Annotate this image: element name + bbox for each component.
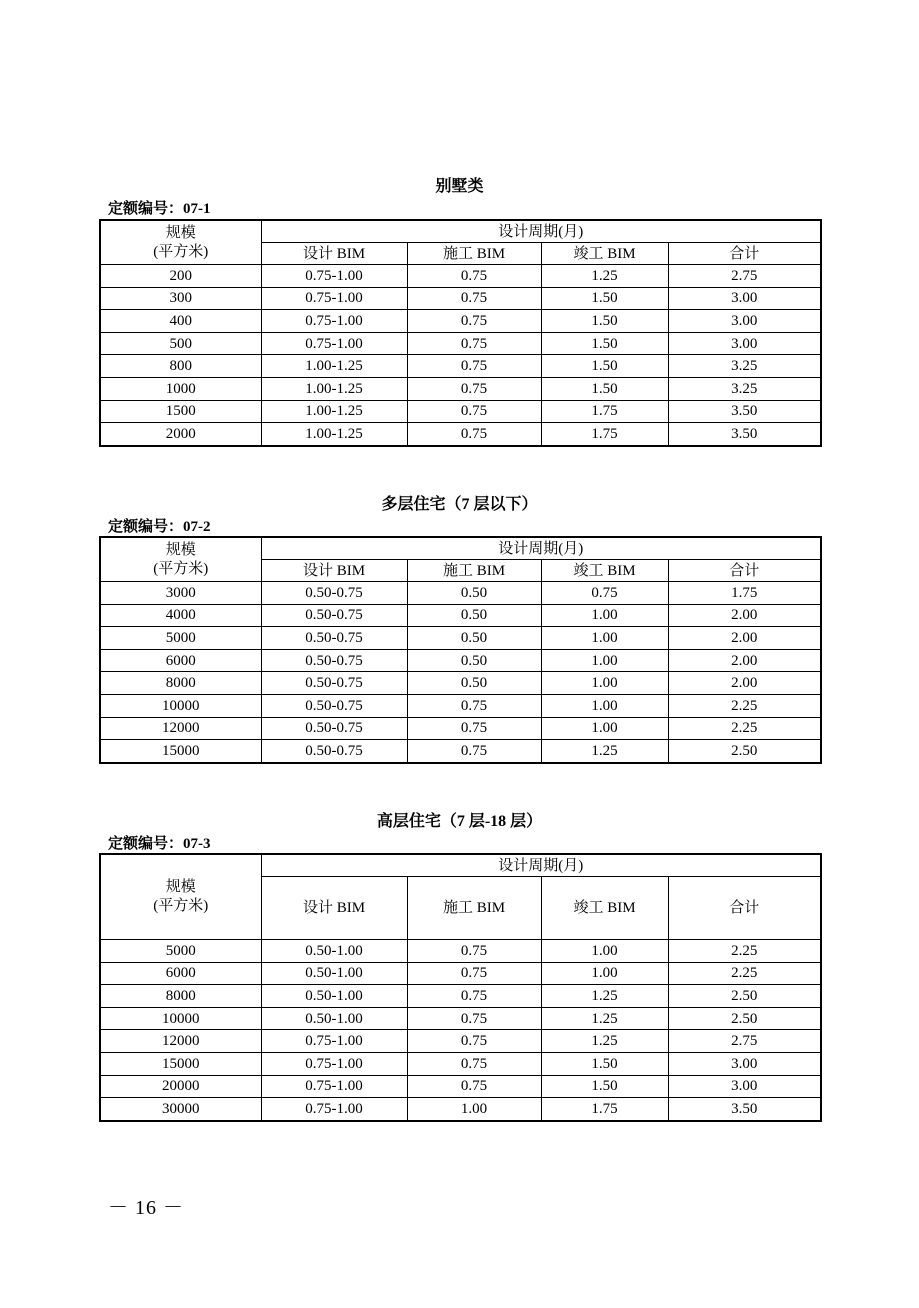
cell-construction-bim: 0.50: [407, 627, 541, 650]
cell-completion-bim: 1.75: [541, 1098, 668, 1121]
table-row: [100, 1098, 821, 1121]
cell-construction-bim: 0.75: [407, 940, 541, 963]
cell-total: 2.50: [668, 985, 821, 1008]
cell-completion-bim: 1.50: [541, 1075, 668, 1098]
cell-scale: 5000: [100, 940, 261, 963]
cell-construction-bim: 0.75: [407, 377, 541, 400]
scale-header-label: 规模: [165, 541, 196, 558]
cell-completion-bim: 1.50: [541, 355, 668, 378]
cell-completion-bim: 1.00: [541, 940, 668, 963]
cell-total: 3.25: [668, 355, 821, 378]
cell-scale: 2000: [100, 423, 261, 446]
cell-construction-bim: 0.75: [407, 694, 541, 717]
section-title-villa: 别墅类: [435, 178, 484, 195]
cell-scale: 400: [100, 310, 261, 333]
scale-header-unit: (平方米): [153, 560, 209, 577]
cell-scale: 10000: [100, 1007, 261, 1030]
cell-construction-bim: 1.00: [407, 1098, 541, 1121]
cell-construction-bim: 0.75: [407, 1007, 541, 1030]
cell-total: 2.00: [668, 604, 821, 627]
cell-scale: 8000: [100, 985, 261, 1008]
cell-construction-bim: 0.75: [407, 287, 541, 310]
cell-total: 3.50: [668, 1098, 821, 1121]
cell-scale: 12000: [100, 1030, 261, 1053]
header-row-period: [100, 537, 821, 560]
cell-total: 2.50: [668, 1007, 821, 1030]
cell-design-bim: 0.50-0.75: [261, 627, 407, 650]
highrise-table: [99, 853, 822, 1122]
cell-construction-bim: 0.50: [407, 604, 541, 627]
cell-total: 3.50: [668, 423, 821, 446]
cell-completion-bim: 1.50: [541, 287, 668, 310]
page-number: － 16 －: [108, 1197, 184, 1219]
col-header-design-bim: 设计 BIM: [261, 560, 407, 582]
table-row: [100, 985, 821, 1008]
cell-completion-bim: 1.25: [541, 1030, 668, 1053]
cell-completion-bim: 1.25: [541, 1007, 668, 1030]
header-row-period: [100, 854, 821, 877]
col-header-total: 合计: [668, 243, 821, 265]
cell-design-bim: 0.50-0.75: [261, 582, 407, 605]
cell-scale: 3000: [100, 582, 261, 605]
cell-construction-bim: 0.75: [407, 740, 541, 763]
col-header-design-bim: 设计 BIM: [261, 243, 407, 265]
cell-scale: 15000: [100, 740, 261, 763]
cell-construction-bim: 0.50: [407, 582, 541, 605]
scale-header-unit: (平方米): [153, 898, 209, 914]
cell-total: 2.00: [668, 627, 821, 650]
table-row: [100, 310, 821, 333]
cell-design-bim: 0.75-1.00: [261, 1052, 407, 1075]
scale-header-label: 规模: [165, 224, 196, 241]
cell-scale: 1500: [100, 400, 261, 423]
cell-total: 2.00: [668, 672, 821, 695]
cell-construction-bim: 0.75: [407, 332, 541, 355]
table-row: [100, 1030, 821, 1053]
table-row: [100, 649, 821, 672]
cell-completion-bim: 1.00: [541, 717, 668, 740]
scale-header-label: 规模: [165, 879, 196, 895]
cell-construction-bim: 0.75: [407, 310, 541, 333]
cell-construction-bim: 0.75: [407, 1075, 541, 1098]
cell-completion-bim: 1.00: [541, 694, 668, 717]
multistory-table: [99, 536, 822, 764]
col-header-completion-bim: 竣工 BIM: [541, 560, 668, 582]
cell-scale: 8000: [100, 672, 261, 695]
cell-total: 3.00: [668, 332, 821, 355]
cell-total: 3.00: [668, 310, 821, 333]
table-row: [100, 1052, 821, 1075]
villa-table: [99, 219, 822, 447]
period-header: 设计周期(月): [261, 854, 821, 877]
cell-scale: 6000: [100, 962, 261, 985]
quota-code-07-1: 定额编号：07-1: [108, 201, 211, 217]
cell-completion-bim: 1.75: [541, 400, 668, 423]
table-row: [100, 400, 821, 423]
table-row: [100, 423, 821, 446]
cell-construction-bim: 0.75: [407, 265, 541, 288]
cell-construction-bim: 0.75: [407, 423, 541, 446]
scale-header: [100, 220, 261, 265]
section-title-multistory: 多层住宅（7 层以下）: [381, 496, 538, 513]
cell-total: 2.75: [668, 265, 821, 288]
cell-design-bim: 1.00-1.25: [261, 377, 407, 400]
cell-total: 3.25: [668, 377, 821, 400]
table-row: [100, 627, 821, 650]
cell-completion-bim: 0.75: [541, 582, 668, 605]
cell-construction-bim: 0.75: [407, 1030, 541, 1053]
cell-scale: 4000: [100, 604, 261, 627]
table-row: [100, 962, 821, 985]
scale-header: [100, 537, 261, 582]
cell-scale: 15000: [100, 1052, 261, 1075]
cell-total: 2.00: [668, 649, 821, 672]
cell-design-bim: 1.00-1.25: [261, 355, 407, 378]
table-row: [100, 377, 821, 400]
cell-design-bim: 0.50-1.00: [261, 962, 407, 985]
cell-construction-bim: 0.75: [407, 985, 541, 1008]
quota-code-07-3: 定额编号：07-3: [108, 836, 211, 852]
table-row: [100, 604, 821, 627]
cell-completion-bim: 1.25: [541, 985, 668, 1008]
table-row: [100, 265, 821, 288]
cell-design-bim: 0.50-0.75: [261, 694, 407, 717]
cell-construction-bim: 0.50: [407, 672, 541, 695]
col-header-construction-bim: 施工 BIM: [407, 243, 541, 265]
col-header-construction-bim: 施工 BIM: [407, 877, 541, 940]
cell-completion-bim: 1.00: [541, 649, 668, 672]
cell-construction-bim: 0.75: [407, 400, 541, 423]
scale-header-unit: (平方米): [153, 243, 209, 260]
cell-design-bim: 0.75-1.00: [261, 1098, 407, 1121]
cell-design-bim: 0.50-0.75: [261, 672, 407, 695]
cell-total: 2.25: [668, 694, 821, 717]
cell-completion-bim: 1.25: [541, 265, 668, 288]
cell-completion-bim: 1.00: [541, 962, 668, 985]
cell-scale: 6000: [100, 649, 261, 672]
cell-design-bim: 0.50-0.75: [261, 717, 407, 740]
cell-design-bim: 0.75-1.00: [261, 1075, 407, 1098]
table-row: [100, 717, 821, 740]
col-header-total: 合计: [668, 560, 821, 582]
section-title-highrise: 高层住宅（7 层-18 层）: [376, 813, 543, 830]
table-row: [100, 940, 821, 963]
cell-design-bim: 0.50-0.75: [261, 649, 407, 672]
cell-completion-bim: 1.50: [541, 332, 668, 355]
cell-scale: 1000: [100, 377, 261, 400]
cell-completion-bim: 1.50: [541, 1052, 668, 1075]
cell-scale: 300: [100, 287, 261, 310]
cell-design-bim: 0.75-1.00: [261, 265, 407, 288]
period-header: 设计周期(月): [261, 537, 821, 560]
cell-design-bim: 0.50-1.00: [261, 1007, 407, 1030]
quota-code-07-2: 定额编号：07-2: [108, 519, 211, 535]
cell-completion-bim: 1.00: [541, 672, 668, 695]
table-row: [100, 332, 821, 355]
cell-design-bim: 1.00-1.25: [261, 400, 407, 423]
table-row: [100, 287, 821, 310]
table-row: [100, 672, 821, 695]
cell-design-bim: 0.75-1.00: [261, 1030, 407, 1053]
table-row: [100, 582, 821, 605]
table-row: [100, 694, 821, 717]
cell-scale: 5000: [100, 627, 261, 650]
col-header-completion-bim: 竣工 BIM: [541, 243, 668, 265]
period-header: 设计周期(月): [261, 220, 821, 243]
cell-completion-bim: 1.50: [541, 377, 668, 400]
cell-scale: 800: [100, 355, 261, 378]
cell-scale: 30000: [100, 1098, 261, 1121]
col-header-completion-bim: 竣工 BIM: [541, 877, 668, 940]
cell-total: 2.25: [668, 962, 821, 985]
cell-completion-bim: 1.00: [541, 604, 668, 627]
cell-completion-bim: 1.00: [541, 627, 668, 650]
cell-total: 2.75: [668, 1030, 821, 1053]
cell-scale: 10000: [100, 694, 261, 717]
cell-total: 3.00: [668, 1075, 821, 1098]
cell-design-bim: 0.75-1.00: [261, 310, 407, 333]
table-row: [100, 1007, 821, 1030]
table-row: [100, 740, 821, 763]
cell-scale: 12000: [100, 717, 261, 740]
cell-scale: 200: [100, 265, 261, 288]
cell-total: 2.25: [668, 940, 821, 963]
cell-construction-bim: 0.75: [407, 355, 541, 378]
cell-construction-bim: 0.50: [407, 649, 541, 672]
cell-construction-bim: 0.75: [407, 1052, 541, 1075]
cell-design-bim: 0.75-1.00: [261, 287, 407, 310]
cell-design-bim: 0.50-1.00: [261, 985, 407, 1008]
col-header-design-bim: 设计 BIM: [261, 877, 407, 940]
cell-completion-bim: 1.75: [541, 423, 668, 446]
cell-scale: 20000: [100, 1075, 261, 1098]
cell-total: 3.00: [668, 287, 821, 310]
header-row-period: [100, 220, 821, 243]
cell-completion-bim: 1.50: [541, 310, 668, 333]
cell-total: 3.00: [668, 1052, 821, 1075]
table-row: [100, 355, 821, 378]
cell-scale: 500: [100, 332, 261, 355]
cell-construction-bim: 0.75: [407, 717, 541, 740]
cell-design-bim: 1.00-1.25: [261, 423, 407, 446]
cell-design-bim: 0.50-0.75: [261, 604, 407, 627]
cell-total: 2.25: [668, 717, 821, 740]
col-header-total: 合计: [668, 877, 821, 940]
cell-total: 2.50: [668, 740, 821, 763]
table-row: [100, 1075, 821, 1098]
cell-design-bim: 0.50-0.75: [261, 740, 407, 763]
cell-total: 1.75: [668, 582, 821, 605]
cell-design-bim: 0.50-1.00: [261, 940, 407, 963]
scale-header: [100, 854, 261, 940]
cell-construction-bim: 0.75: [407, 962, 541, 985]
cell-total: 3.50: [668, 400, 821, 423]
col-header-construction-bim: 施工 BIM: [407, 560, 541, 582]
cell-completion-bim: 1.25: [541, 740, 668, 763]
cell-design-bim: 0.75-1.00: [261, 332, 407, 355]
